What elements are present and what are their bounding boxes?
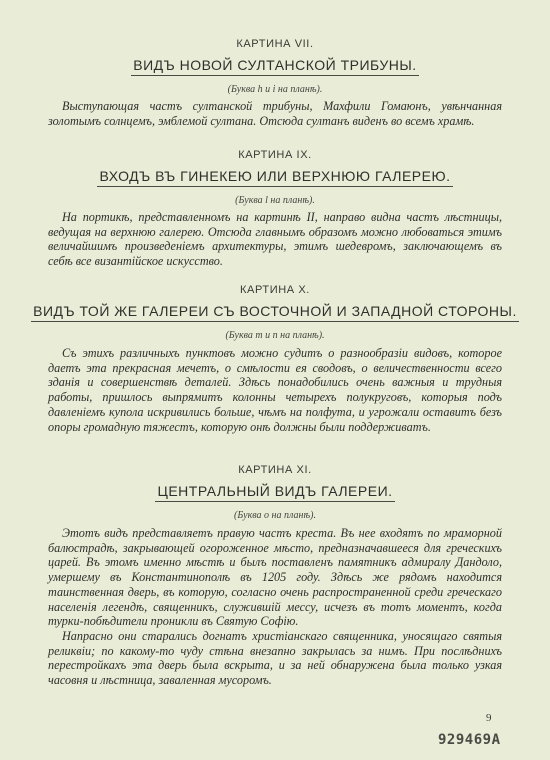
- section-title-text: ЦЕНТРАЛЬНЫЙ ВИДЪ ГАЛЕРЕИ.: [155, 483, 394, 502]
- section-title: [0, 57, 550, 76]
- section-xi-text: [48, 526, 502, 688]
- plan-letter: (Буква m и n на планѣ).: [225, 330, 325, 341]
- page-number: 9: [486, 712, 492, 724]
- section-heading: КАРТИНА X.: [240, 284, 310, 296]
- paragraph: Этотъ видъ представляетъ правую частъ креста. Въ нее входятъ по мраморной балюстрадѣ, закрывающей огороженное мѣсто, предназначавшееся для греческихъ царей. Въ этомъ именно мѣстѣ и былъ поставленъ памятникъ адмиралу Дандоло, умершему въ Константинополѣ въ 1205 году. Здѣсь же рядомъ находится таинственная дверь, въ которую, согласно очень распространенной среди греческаго населенiя легендѣ, священникъ, служившiй мессу, исчезъ въ тотъ моментъ, когда турки-побѣдители проникли въ Святую Софiю.: [48, 526, 502, 629]
- section-x: [0, 284, 550, 341]
- section-heading: КАРТИНА XI.: [238, 464, 312, 476]
- section-title: [0, 483, 550, 502]
- section-ix: [0, 149, 550, 206]
- plan-letter: (Буква h и i на планѣ).: [227, 84, 323, 95]
- paragraph: Съ этихъ различныхъ пунктовъ можно судитъ о разнообразiи видовъ, которое даетъ эта прекрасная мечетъ, о смѣлости ея сводовъ, о величественности всего зданiя и совершенствѣ деталей. Здѣсь понадобились очень важныя и трудныя работы, пришлось выпрямитъ колонны четырехъ полукруговъ, которыя подъ давленiемъ купола искривились больше, чѣмъ на полфута, и угрожали оставитъ безъ опоры громадную тяжестъ, которую онѣ должны были поддерживатъ.: [48, 346, 502, 434]
- paragraph: Напрасно они старались догнатъ христiанскаго священника, уносящаго святыя реликвiи; по какому-то чуду стѣна внезапно закрылась за нимъ. При послѣднихъ перестройкахъ эта дверь была вскрыта, и за ней обнаружена была только узкая часовня и лѣстница, заваленная мусоромъ.: [48, 628, 502, 688]
- section-xi: [0, 464, 550, 521]
- plan-letter: (Буква l на планѣ).: [235, 195, 315, 206]
- section-title-text: ВИДЪ НОВОЙ СУЛТАНСКОЙ ТРИБУНЫ.: [131, 57, 418, 76]
- paragraph: Выступающая частъ султанской трибуны, Махфили Гомаюнъ, увѣнчанная золотымъ солнцемъ, эмблемой султана. Отсюда султанъ виденъ во всемъ храмѣ.: [48, 99, 502, 128]
- section-heading: КАРТИНА VII.: [236, 38, 314, 50]
- section-x-text: [48, 346, 502, 434]
- paragraph: На портикѣ, представленномъ на картинѣ II, направо видна частъ лѣстницы, ведущая на верхнюю галерею. Отсюда главнымъ образомъ можно любоваться этимъ величайшимъ произведенiемъ архитектуры, этимъ шедевромъ, заключающемъ въ себѣ все византiйское искусство.: [48, 210, 502, 269]
- section-ix-text: [48, 210, 502, 269]
- section-vii-text: [48, 99, 502, 128]
- section-title-text: ВХОДЪ ВЪ ГИНЕКЕЮ ИЛИ ВЕРХНЮЮ ГАЛЕРЕЮ.: [97, 168, 452, 187]
- plan-letter: (Буква o на планѣ).: [234, 510, 316, 521]
- section-vii: [0, 38, 550, 95]
- inventory-stamp: 929469А: [438, 732, 501, 748]
- section-title: [0, 303, 550, 322]
- section-heading: КАРТИНА IX.: [238, 149, 312, 161]
- section-title: [0, 168, 550, 187]
- section-title-text: ВИДЪ ТОЙ ЖЕ ГАЛЕРЕИ СЪ ВОСТОЧНОЙ И ЗАПАДНОЙ СТОРОНЫ.: [31, 303, 519, 322]
